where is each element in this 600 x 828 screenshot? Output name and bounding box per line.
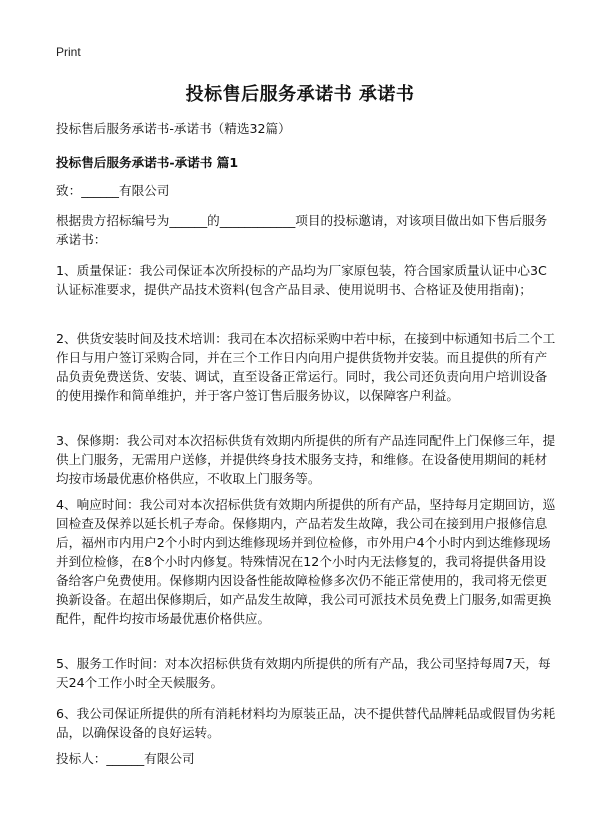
commitment-item-4: 4、响应时间：我公司对本次招标供货有效期内所提供的所有产品，坚持每月定期回访，巡回检查及保养以延长机子寿命。保修期内，产品若发生故障，我公司在接到用户报修信息后，福州市内用户2个小时内到达维修现场并到位检修，市外用户4个小时内到达维修现场并到位检修，在8个小时内修复。特殊情况在12个小时内无法修复的，我司将提供备用设备给客户免费使用。保修期内因设备性能故障检修多次仍不能正常使用的，我司将无偿更换新设备。在超出保修期后，如产品发生故障，我公司可派技术员免费上门服务,如需更换配件，配件均按市场最优惠价格供应。 [56,497,556,626]
print-label[interactable]: Print [56,45,81,59]
commitment-item-5: 5、服务工作时间：对本次招标供货有效期内所提供的所有产品，我公司坚持每周7天，每天24个工作小时全天候服务。 [56,656,551,690]
commitment-item-6: 6、我公司保证所提供的所有消耗材料均为原装正品，决不提供替代品牌耗品或假冒伪劣耗品，以确保设备的良好运转。 [56,706,556,740]
subtitle: 投标售后服务承诺书-承诺书（精选32篇） [56,121,291,136]
commitment-item-3: 3、保修期：我公司对本次招标供货有效期内所提供的所有产品连同配件上门保修三年，提供上门服务，无需用户送修，并提供终身技术服务支持，和维修。在设备使用期间的耗材均按市场最优惠价格供应，不收取上门服务等。 [56,433,556,486]
commitment-item-2: 2、供货安装时间及技术培训：我司在本次招标采购中若中标，在接到中标通知书后二个工作日与用户签订采购合同，并在三个工作日内向用户提供货物并安装。而且提供的所有产品负责免费送货、安装、调试，直至设备正常运行。同时，我公司还负责向用户培训设备的使用操作和简单维护，并于客户签订售后服务协议，以保障客户利益。 [56,331,556,403]
commitment-item-1: 1、质量保证：我公司保证本次所投标的产品均为厂家原包装，符合国家质量认证中心3C认证标准要求，提供产品技术资料(包含产品目录、使用说明书、合格证及使用指南)； [56,263,547,297]
addressee-line: 致：______有限公司 [56,183,170,198]
page-title: 投标售后服务承诺书 承诺书 [185,84,415,105]
intro-paragraph: 根据贵方招标编号为______的____________项目的投标邀请，对该项目做出如下售后服务承诺书： [56,213,548,247]
section-heading: 投标售后服务承诺书-承诺书 篇1 [56,155,239,170]
signature-line: 投标人：______有限公司 [56,751,195,766]
